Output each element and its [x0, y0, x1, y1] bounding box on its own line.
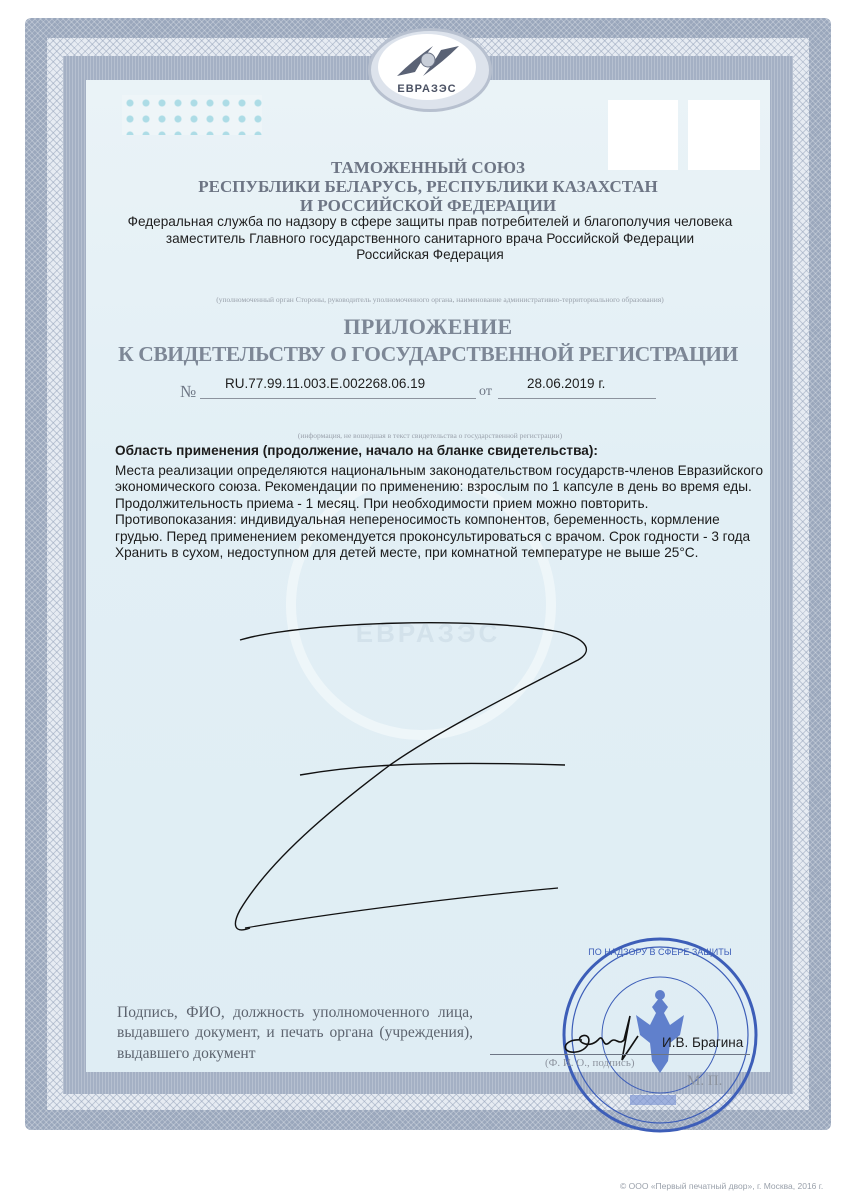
printer-copyright: © ООО «Первый печатный двор», г. Москва, 2016 г.: [620, 1181, 824, 1191]
body-text: Места реализации определяются национальным законодательством государств-членов Евразийского экономического союза. Рекомендации по применению: взрослым по 1 капсуле в день во время еды. Продолжительность приема - 1 месяц. При необходимости прием можно повторить. Противопоказания: индивидуальная непереносимость компонентов, беременность, кормление грудью. Перед применением рекомендуется проконсультироваться с врачом. Срок годности - 3 года Хранить в сухом, недоступном для детей месте, при комнатной температуре не выше 25°С.: [115, 463, 764, 561]
svg-text:ПО НАДЗОРУ В СФЕРЕ ЗАЩИТЫ: ПО НАДЗОРУ В СФЕРЕ ЗАЩИТЫ: [588, 947, 732, 957]
header-line-3: И РОССИЙСКОЙ ФЕДЕРАЦИИ: [299, 196, 557, 215]
title-line-1: ПРИЛОЖЕНИЕ: [343, 314, 513, 339]
watermark-text: ЕВРАЗЭС: [355, 618, 501, 648]
date-underline: [498, 398, 656, 399]
hologram-pattern: [122, 95, 262, 135]
number-label: №: [180, 382, 197, 401]
authority-line-2: заместитель Главного государственного санитарного врача Российской Федерации: [165, 231, 695, 246]
registration-number: RU.77.99.11.003.E.002268.06.19: [225, 376, 426, 391]
date-label: от: [479, 384, 492, 399]
emblem-label: ЕВРАЗЭС: [397, 83, 457, 95]
info-caption: (информация, не вошедшая в текст свидетельства о государственной регистрации): [297, 431, 563, 440]
evrazes-emblem-icon: [393, 42, 463, 80]
signature-caption: Подпись, ФИО, должность уполномоченного лица, выдавшего документ, и печать органа (учреждения), выдавшего документ: [117, 1004, 473, 1062]
signature-line: [490, 1054, 750, 1055]
number-underline: [200, 398, 476, 399]
header-line-1: ТАМОЖЕННЫЙ СОЮЗ: [331, 158, 525, 177]
title-line-2: К СВИДЕТЕЛЬСТВУ О ГОСУДАРСТВЕННОЙ РЕГИСТРАЦИИ: [118, 342, 738, 366]
authority-caption: (уполномоченный орган Стороны, руководитель уполномоченного органа, наименование административно-территориального образования): [216, 295, 664, 304]
signer-name: И.В. Брагина: [662, 1035, 744, 1050]
registration-date: 28.06.2019 г.: [527, 376, 606, 391]
body-heading: Область применения (продолжение, начало на бланке свидетельства):: [115, 443, 598, 458]
header-line-2: РЕСПУБЛИКИ БЕЛАРУСЬ, РЕСПУБЛИКИ КАЗАХСТАН: [198, 177, 658, 196]
authority-line-1: Федеральная служба по надзору в сфере защиты прав потребителей и благополучия человека: [127, 214, 733, 229]
seal-caption: М. П.: [687, 1073, 723, 1089]
fio-caption: (Ф. И. О., подпись): [545, 1057, 635, 1069]
authority-line-3: Российская Федерация: [356, 247, 504, 262]
